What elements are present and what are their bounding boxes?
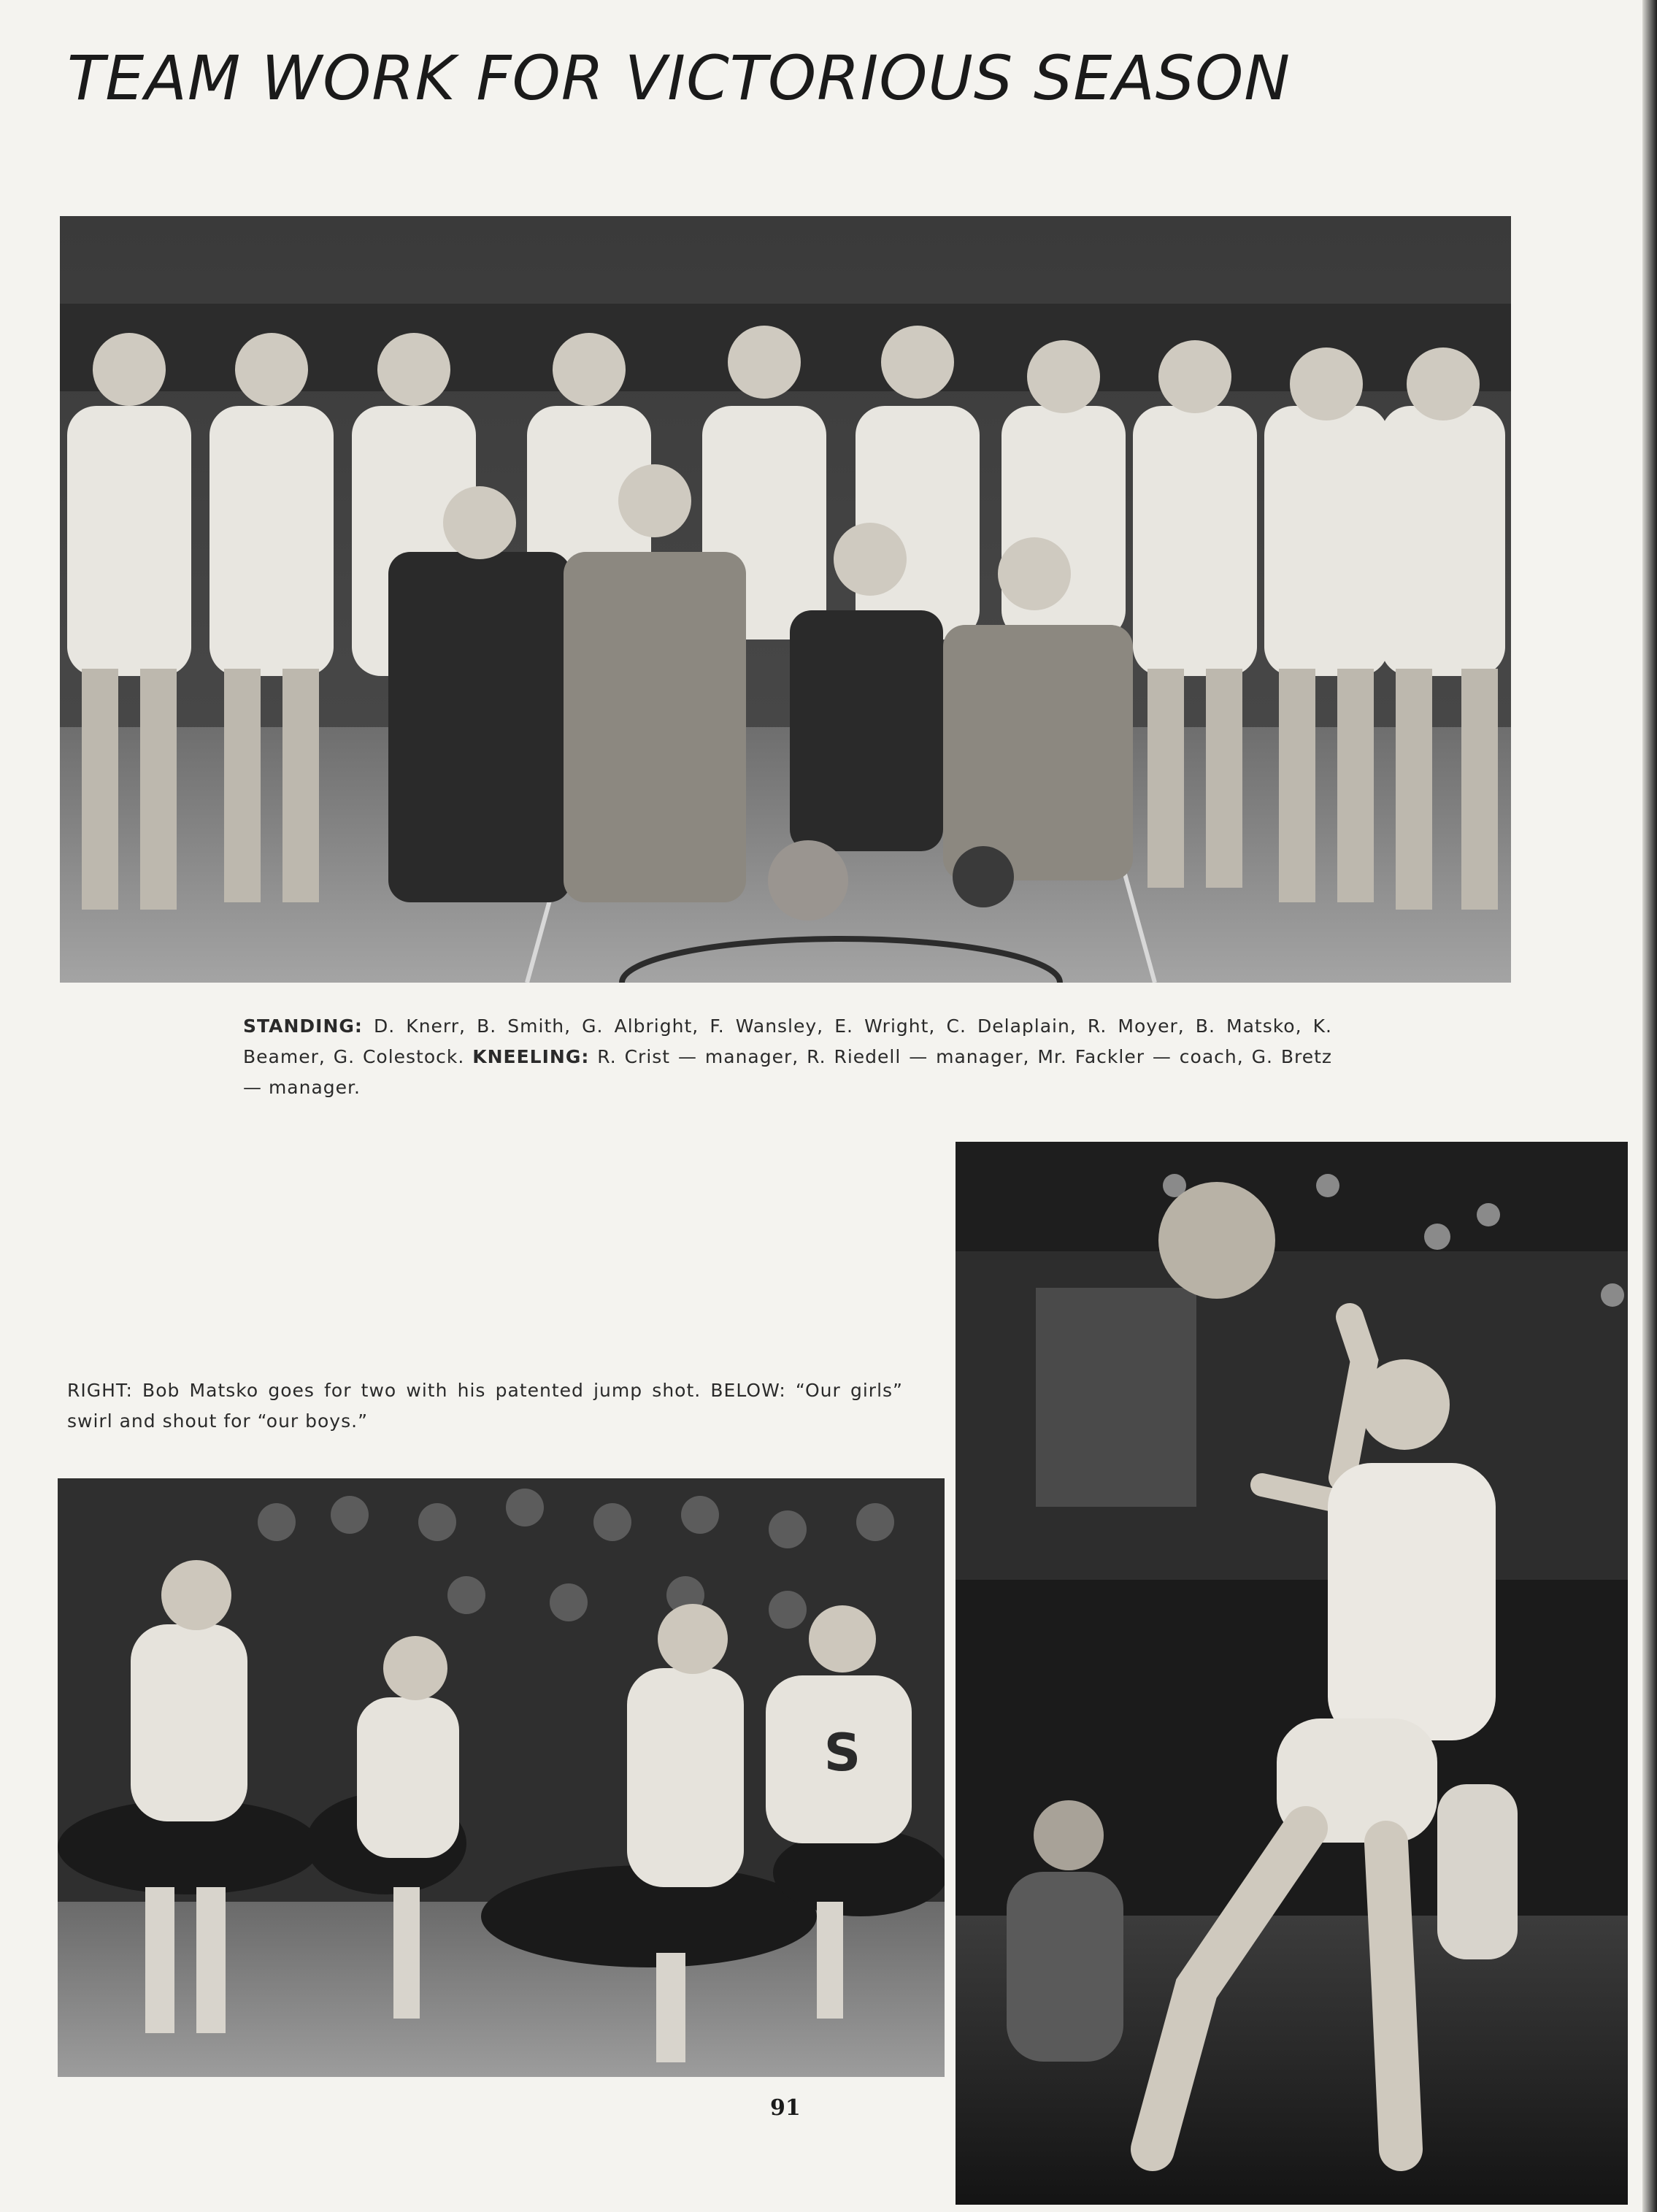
jump-shot-photo <box>956 1142 1628 2205</box>
page-number: 91 <box>770 2095 801 2121</box>
team-photo <box>60 216 1511 983</box>
page-edge-shadow <box>1642 0 1657 2212</box>
cheerleaders-photo <box>58 1478 945 2077</box>
action-caption: RIGHT: Bob Matsko goes for two with his patented jump shot. BELOW: “Our girls” swirl and shout for “our boys.” <box>67 1380 903 1432</box>
svg-text:S: S <box>823 1723 861 1783</box>
kneeling-names: R. Crist — manager, R. Riedell — manager, Mr. Fackler — coach, G. Bretz — manager. <box>243 1046 1333 1098</box>
team-photo-caption <box>243 1011 1332 1103</box>
standing-names: D. Knerr, B. Smith, G. Albright, F. Wansley, E. Wright, C. Delaplain, R. Moyer, B. Matsko, K. Beamer, G. Colestock. <box>243 1015 1332 1067</box>
kneeling-label: KNEELING: <box>472 1046 590 1067</box>
standing-label: STANDING: <box>243 1015 363 1037</box>
page-title: TEAM WORK FOR VICTORIOUS SEASON <box>67 42 1291 114</box>
